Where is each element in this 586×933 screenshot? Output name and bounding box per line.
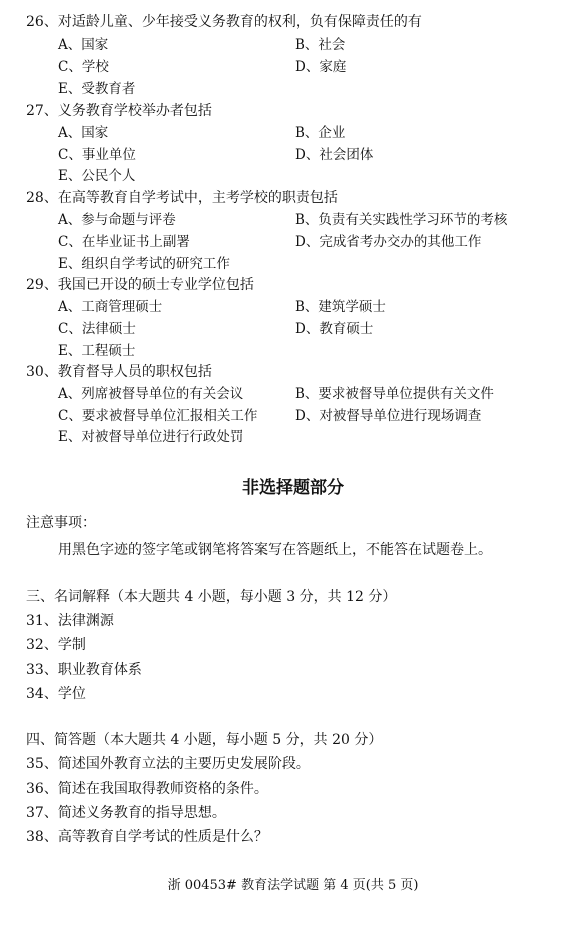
question-27-option-b: B、企业 [295, 125, 346, 141]
question-35: 35、简述国外教育立法的主要历史发展阶段。 [26, 756, 310, 772]
question-30-option-c: C、要求被督导单位汇报相关工作 [58, 408, 258, 424]
question-27-option-e: E、公民个人 [58, 168, 136, 184]
question-27-option-d: D、社会团体 [295, 147, 374, 163]
question-28-option-a: A、参与命题与评卷 [58, 212, 176, 228]
question-29-option-b: B、建筑学硕士 [295, 299, 386, 315]
question-26-option-d: D、家庭 [295, 59, 347, 75]
section-title: 非选择题部分 [242, 478, 344, 498]
question-32: 32、学制 [26, 637, 86, 653]
question-27-stem: 27、义务教育学校举办者包括 [26, 103, 212, 119]
question-30-option-e: E、对被督导单位进行行政处罚 [58, 429, 244, 445]
question-26-stem: 26、对适龄儿童、少年接受义务教育的权利，负有保障责任的有 [26, 14, 422, 30]
question-30-option-a: A、列席被督导单位的有关会议 [58, 386, 244, 402]
question-31: 31、法律渊源 [26, 613, 114, 629]
question-26-option-a: A、国家 [58, 37, 109, 53]
question-36: 36、简述在我国取得教师资格的条件。 [26, 781, 268, 797]
question-30-stem: 30、教育督导人员的职权包括 [26, 364, 212, 380]
part4-heading: 四、简答题（本大题共 4 小题，每小题 5 分，共 20 分） [26, 732, 383, 748]
notice-label: 注意事项： [26, 515, 96, 531]
notice-text: 用黑色字迹的签字笔或钢笔将答案写在答题纸上，不能答在试题卷上。 [58, 542, 492, 558]
question-30-option-d: D、对被督导单位进行现场调查 [295, 408, 482, 424]
question-38: 38、高等教育自学考试的性质是什么？ [26, 829, 268, 845]
question-29-option-a: A、工商管理硕士 [58, 299, 163, 315]
question-28-stem: 28、在高等教育自学考试中，主考学校的职责包括 [26, 190, 338, 206]
question-26-option-c: C、学校 [58, 59, 109, 75]
question-29-option-e: E、工程硕士 [58, 343, 136, 359]
question-37: 37、简述义务教育的指导思想。 [26, 805, 226, 821]
question-29-stem: 29、我国已开设的硕士专业学位包括 [26, 277, 254, 293]
question-33: 33、职业教育体系 [26, 662, 142, 678]
question-28-option-c: C、在毕业证书上副署 [58, 234, 190, 250]
question-28-option-d: D、完成省考办交办的其他工作 [295, 234, 482, 250]
question-26-option-b: B、社会 [295, 37, 346, 53]
question-26-option-e: E、受教育者 [58, 81, 136, 97]
question-27-option-c: C、事业单位 [58, 147, 136, 163]
page-footer: 浙 00453# 教育法学试题 第 4 页(共 5 页) [167, 878, 419, 893]
question-28-option-e: E、组织自学考试的研究工作 [58, 256, 230, 272]
question-34: 34、学位 [26, 686, 86, 702]
question-27-option-a: A、国家 [58, 125, 109, 141]
question-28-option-b: B、负责有关实践性学习环节的考核 [295, 212, 508, 228]
part3-heading: 三、名词解释（本大题共 4 小题，每小题 3 分，共 12 分） [26, 589, 397, 605]
question-29-option-c: C、法律硕士 [58, 321, 136, 337]
question-30-option-b: B、要求被督导单位提供有关文件 [295, 386, 494, 402]
question-29-option-d: D、教育硕士 [295, 321, 374, 337]
